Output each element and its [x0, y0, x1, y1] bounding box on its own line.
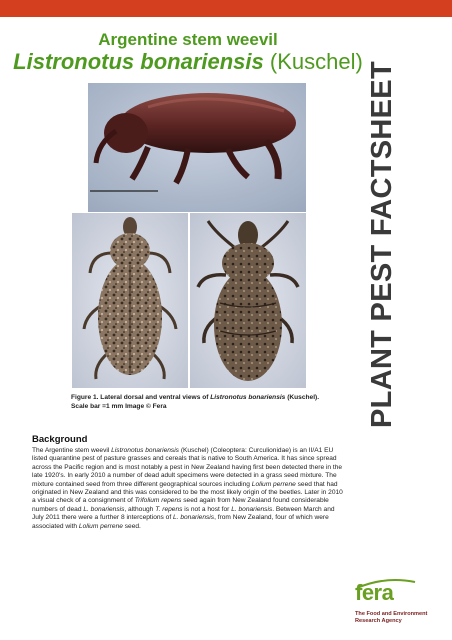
- common-name: Argentine stem weevil: [98, 30, 278, 49]
- weevil-ventral-photo: [190, 213, 306, 388]
- figure-caption: Figure 1. Lateral dorsal and ventral views of Listronotus bonariensis (Kuschel). Scale bar =1 mm Image © Fera: [71, 394, 320, 410]
- logo-tagline-2: Research Agency: [355, 618, 402, 624]
- logo-word: fera: [355, 580, 394, 605]
- weevil-lateral-photo: [88, 83, 306, 212]
- page-title: [0, 49, 376, 75]
- background-heading: Background: [32, 434, 88, 445]
- side-title: [362, 48, 402, 440]
- side-title-text: PLANT PEST FACTSHEET: [365, 60, 398, 428]
- background-paragraph: The Argentine stem weevil Listronotus bonariensis (Kuschel) (Coleoptera: Curculionidae) is an II/A1 EU listed quarantine pest of pasture grasses and cereals that is native to South America. It has since spread across the Pacific region and is most notably a pest in New Zealand having first been detected there in the late 1920's. In early 2010 a number of dead adult specimens were detected in a grass seed mixture. The mixture contained seed from three different geographical sources including Lolium perrene seed that had originated in New Zealand and this was considered to be the most likely origin of the beetles. Later in 2010 a visual check of a consignment of Trifolium repens seed again from New Zealand found considerable numbers of dead L. bonariensis, although T. repens is not a host for L. bonariensis. Between March and July 2011 there were a further 8 interceptions of L. bonariensis, from New Zealand, four of which were associated with Lolium perrene seed.: [32, 447, 343, 530]
- weevil-dorsal-photo: [72, 213, 188, 388]
- scientific-name: Listronotus bonariensis: [13, 49, 264, 74]
- logo-tagline-1: The Food and Environment: [355, 611, 428, 617]
- header-bar: [0, 0, 452, 17]
- fera-logo: [355, 574, 437, 626]
- authority: (Kuschel): [269, 49, 363, 74]
